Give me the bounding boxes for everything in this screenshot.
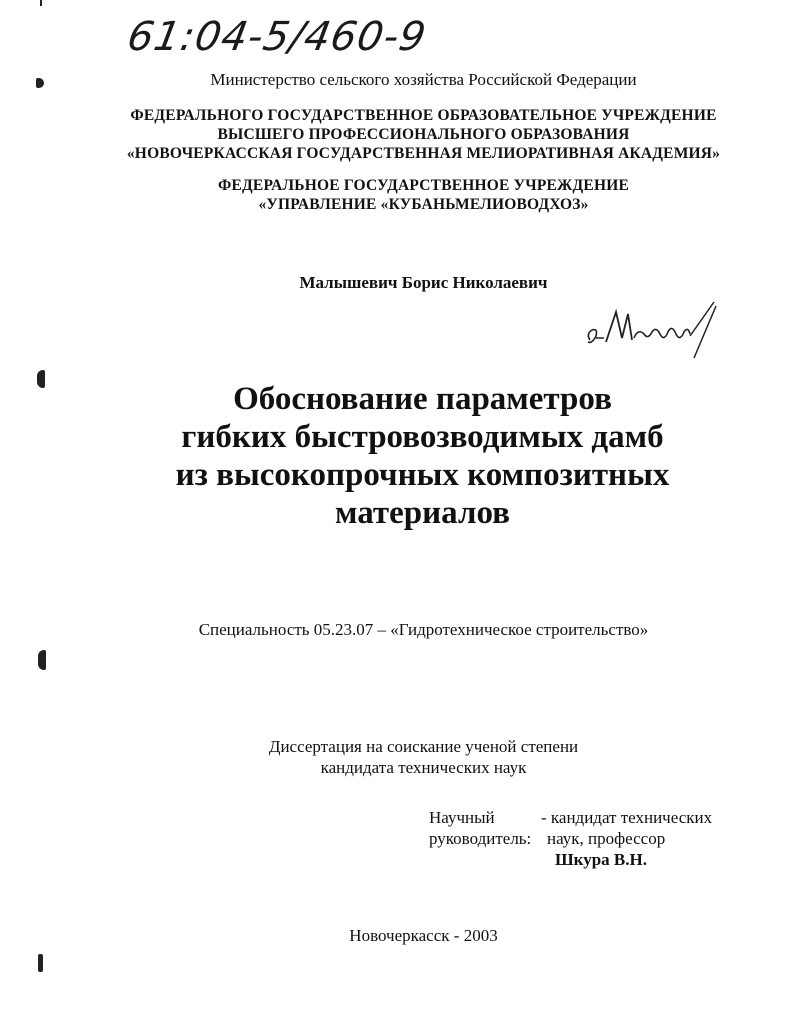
specialty: Специальность 05.23.07 – «Гидротехническое строительство» <box>198 620 649 639</box>
supervisor-label: Научный <box>429 808 495 827</box>
scan-mark <box>38 650 46 670</box>
scan-mark <box>37 370 45 388</box>
organization-line: «УПРАВЛЕНИЕ «КУБАНЬМЕЛИОВОДХОЗ» <box>258 196 589 213</box>
title-line: материалов <box>335 495 510 531</box>
author-name: Малышевич Борис Николаевич <box>299 273 548 292</box>
supervisor-degree: - кандидат технических <box>541 808 713 827</box>
title-line: гибких быстровозводимых дамб <box>181 419 664 455</box>
scan-mark <box>38 954 43 972</box>
ministry-name: Министерство сельского хозяйства Российской Федерации <box>210 70 637 89</box>
degree-statement: кандидата технических наук <box>320 758 527 777</box>
signature <box>582 298 722 368</box>
handwritten-catalog-code: 61:04-5/460-9 <box>123 14 430 60</box>
supervisor-label: руководитель: <box>429 829 532 848</box>
dissertation-title <box>150 380 695 532</box>
scan-mark <box>40 0 42 6</box>
title-line: из высокопрочных композитных <box>175 457 670 493</box>
organization-line: ФЕДЕРАЛЬНОГО ГОСУДАРСТВЕННОЕ ОБРАЗОВАТЕЛЬНОЕ УЧРЕЖДЕНИЕ <box>130 107 717 124</box>
degree-statement: Диссертация на соискание ученой степени <box>268 737 579 756</box>
supervisor-degree: наук, профессор <box>547 829 666 848</box>
supervisor-name: Шкура В.Н. <box>555 850 647 869</box>
city-year: Новочеркасск - 2003 <box>349 926 498 945</box>
title-line: Обоснование параметров <box>233 381 612 417</box>
organization-line: ФЕДЕРАЛЬНОЕ ГОСУДАРСТВЕННОЕ УЧРЕЖДЕНИЕ <box>217 177 630 194</box>
organization-line: ВЫСШЕГО ПРОФЕССИОНАЛЬНОГО ОБРАЗОВАНИЯ <box>217 126 630 143</box>
organization-line: «НОВОЧЕРКАССКАЯ ГОСУДАРСТВЕННАЯ МЕЛИОРАТИВНАЯ АКАДЕМИЯ» <box>126 145 721 162</box>
